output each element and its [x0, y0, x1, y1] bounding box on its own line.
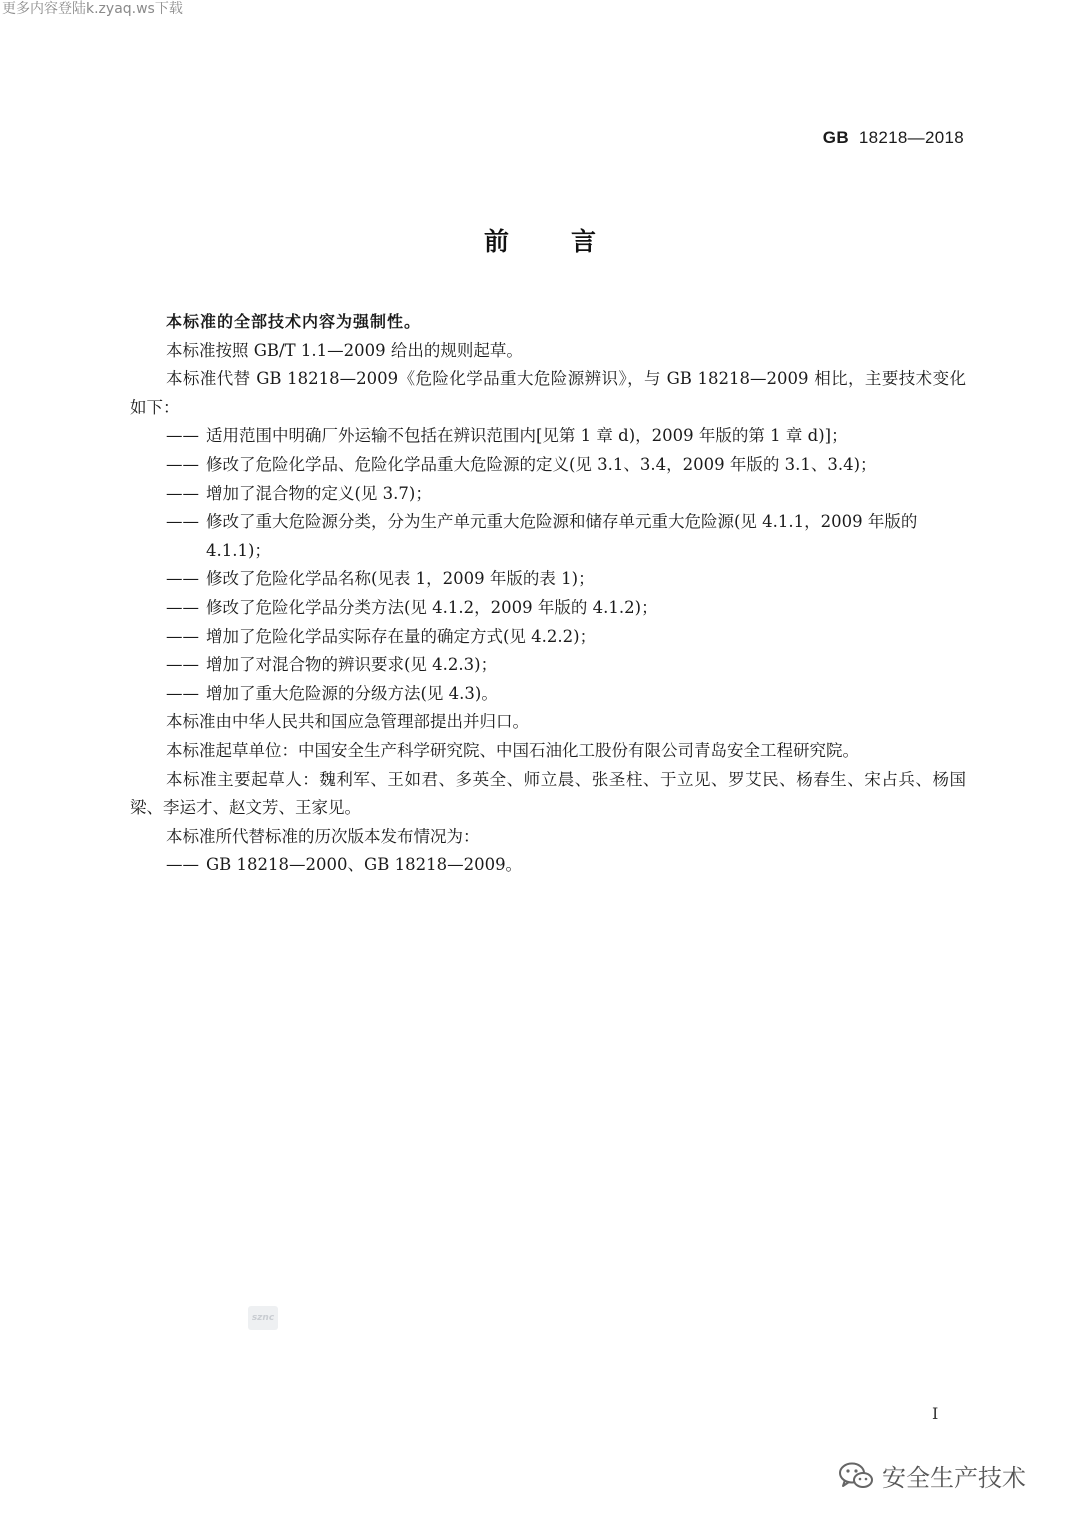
list-dash: ——: [166, 569, 199, 589]
foreword-body: [130, 308, 966, 880]
list-item: [130, 594, 966, 623]
wechat-account-signature: [838, 1458, 1026, 1493]
list-dash: ——: [166, 855, 199, 875]
list-item: [130, 623, 966, 652]
change-item-text: 修改了危险化学品名称(见表 1，2009 年版的表 1)；: [206, 569, 595, 589]
list-dash: ——: [166, 655, 199, 675]
list-item: [130, 451, 966, 480]
wechat-icon: [838, 1461, 874, 1491]
mandatory-statement: 本标准的全部技术内容为强制性。: [166, 312, 422, 331]
list-dash: ——: [166, 512, 199, 532]
proposer-paragraph: 本标准由中华人民共和国应急管理部提出并归口。: [166, 712, 529, 732]
change-item-text: 增加了重大危险源的分级方法(见 4.3)。: [206, 683, 498, 703]
drafting-units-paragraph: 本标准起草单位：中国安全生产科学研究院、中国石油化工股份有限公司青岛安全工程研究院。: [166, 740, 859, 760]
list-item: [130, 565, 966, 594]
list-item: [130, 851, 966, 880]
drafting-rules-paragraph: 本标准按照 GB/T 1.1—2009 给出的规则起草。: [166, 340, 523, 360]
history-item-text: GB 18218—2000、GB 18218—2009。: [206, 855, 523, 875]
change-item-text: 增加了对混合物的辨识要求(见 4.2.3)；: [206, 655, 498, 675]
drafters-paragraph: 本标准主要起草人：魏利军、王如君、多英全、师立晨、张圣柱、于立见、罗艾民、杨春生、宋占兵、杨国梁、李运才、赵文芳、王家见。: [130, 769, 966, 818]
list-item: [130, 480, 966, 509]
page-title: 前言: [483, 227, 658, 256]
standard-number: [823, 128, 964, 148]
replacement-paragraph: 本标准代替 GB 18218—2009《危险化学品重大危险源辨识》，与 GB 18218—2009 相比，主要技术变化如下：: [130, 369, 966, 417]
list-dash: ——: [166, 426, 199, 446]
list-item: [130, 508, 966, 565]
change-item-text: 增加了混合物的定义(见 3.7)；: [206, 483, 432, 503]
standard-code: 18218—2018: [858, 128, 964, 147]
list-dash: ——: [166, 454, 199, 474]
change-item-text: 适用范围中明确厂外运输不包括在辨识范围内[见第 1 章 d)，2009 年版的第 1 章 d)]；: [206, 426, 848, 446]
list-dash: ——: [166, 626, 199, 646]
list-item: [130, 651, 966, 680]
account-name: 安全生产技术: [882, 1464, 1026, 1492]
change-item-text: 修改了重大危险源分类，分为生产单元重大危险源和储存单元重大危险源(见 4.1.1，2009 年版的 4.1.1)；: [206, 512, 918, 560]
list-dash: ——: [166, 683, 199, 703]
watermark-text: 更多内容登陆k.zyaq.ws下载: [2, 1, 183, 17]
change-item-text: 修改了危险化学品分类方法(见 4.1.2，2009 年版的 4.1.2)；: [206, 597, 658, 617]
list-dash: ——: [166, 597, 199, 617]
change-item-text: 修改了危险化学品、危险化学品重大危险源的定义(见 3.1、3.4，2009 年版的 3.1、3.4)；: [206, 454, 877, 474]
list-item: [130, 680, 966, 709]
change-item-text: 增加了危险化学品实际存在量的确定方式(见 4.2.2)；: [206, 626, 597, 646]
history-intro-paragraph: 本标准所代替标准的历次版本发布情况为：: [166, 826, 480, 846]
list-dash: ——: [166, 483, 199, 503]
sznc-logo: sznc: [248, 1306, 278, 1330]
list-item: [130, 422, 966, 451]
page-number: I: [932, 1404, 939, 1423]
standard-prefix: GB: [822, 128, 849, 147]
